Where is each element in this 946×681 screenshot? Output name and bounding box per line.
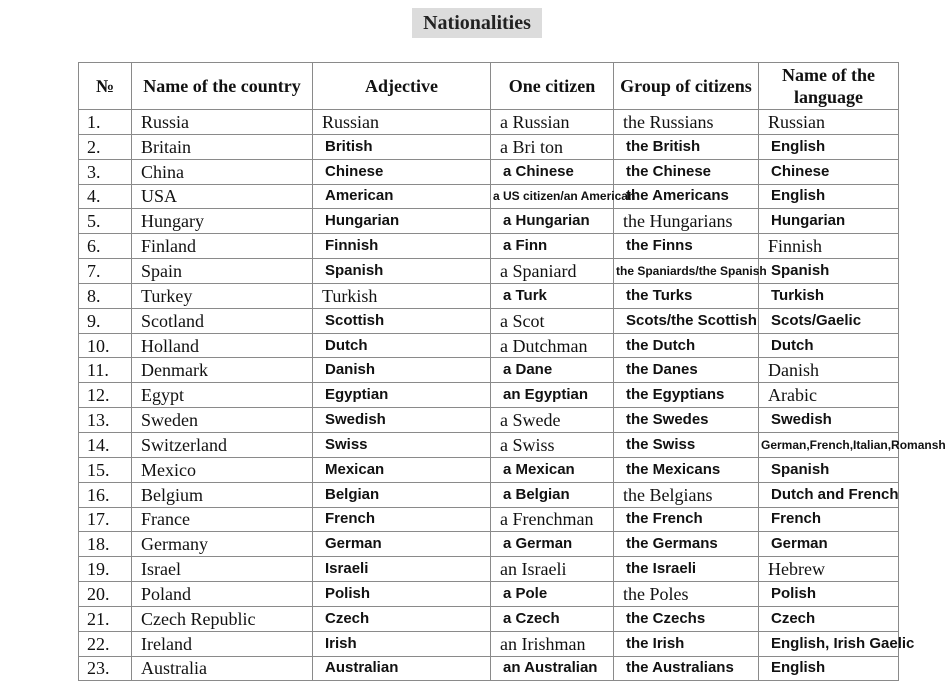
- table-row: [79, 482, 899, 507]
- language-cell: Hungarian: [759, 209, 899, 234]
- row-number: 21.: [79, 606, 132, 631]
- language-cell: Polish: [759, 582, 899, 607]
- country-cell: Sweden: [132, 408, 313, 433]
- group-cell: the Poles: [614, 582, 759, 607]
- row-number: 7.: [79, 259, 132, 284]
- adjective-cell: Turkish: [313, 283, 491, 308]
- table-row: [79, 209, 899, 234]
- group-cell: the British: [614, 134, 759, 159]
- header-number: №: [79, 63, 132, 110]
- row-number: 3.: [79, 159, 132, 184]
- language-cell: Spanish: [759, 259, 899, 284]
- country-cell: Spain: [132, 259, 313, 284]
- group-cell: the Dutch: [614, 333, 759, 358]
- group-cell: the Americans: [614, 184, 759, 209]
- language-cell: English, Irish Gaelic: [759, 631, 899, 656]
- adjective-cell: Mexican: [313, 457, 491, 482]
- table-row: [79, 582, 899, 607]
- header-country: Name of the country: [132, 63, 313, 110]
- language-cell: Hebrew: [759, 557, 899, 582]
- row-number: 11.: [79, 358, 132, 383]
- one-citizen-cell: a German: [491, 532, 614, 557]
- one-citizen-cell: a Finn: [491, 234, 614, 259]
- row-number: 4.: [79, 184, 132, 209]
- group-cell: the Russians: [614, 110, 759, 135]
- country-cell: Russia: [132, 110, 313, 135]
- table-row: [79, 283, 899, 308]
- language-cell: Danish: [759, 358, 899, 383]
- country-cell: Czech Republic: [132, 606, 313, 631]
- one-citizen-cell: a Turk: [491, 283, 614, 308]
- language-cell: Dutch and French: [759, 482, 899, 507]
- language-cell: English: [759, 184, 899, 209]
- adjective-cell: German: [313, 532, 491, 557]
- table-row: [79, 383, 899, 408]
- language-cell: French: [759, 507, 899, 532]
- table-row: [79, 134, 899, 159]
- group-cell: the Irish: [614, 631, 759, 656]
- one-citizen-cell: a Swiss: [491, 432, 614, 457]
- country-cell: Switzerland: [132, 432, 313, 457]
- row-number: 22.: [79, 631, 132, 656]
- group-cell: the Hungarians: [614, 209, 759, 234]
- adjective-cell: Spanish: [313, 259, 491, 284]
- language-cell: English: [759, 134, 899, 159]
- one-citizen-cell: a Bri ton: [491, 134, 614, 159]
- adjective-cell: Israeli: [313, 557, 491, 582]
- group-cell: the Swedes: [614, 408, 759, 433]
- group-cell: the Australians: [614, 656, 759, 681]
- one-citizen-cell: a Pole: [491, 582, 614, 607]
- row-number: 2.: [79, 134, 132, 159]
- one-citizen-cell: a Czech: [491, 606, 614, 631]
- adjective-cell: British: [313, 134, 491, 159]
- nationalities-table: [78, 62, 946, 681]
- language-cell: English: [759, 656, 899, 681]
- adjective-cell: Irish: [313, 631, 491, 656]
- country-cell: Australia: [132, 656, 313, 681]
- one-citizen-cell: a Hungarian: [491, 209, 614, 234]
- adjective-cell: Finnish: [313, 234, 491, 259]
- one-citizen-cell: a US citizen/an American: [491, 184, 614, 209]
- table-row: [79, 184, 899, 209]
- adjective-cell: Australian: [313, 656, 491, 681]
- country-cell: USA: [132, 184, 313, 209]
- table-row: [79, 259, 899, 284]
- table-row: [79, 532, 899, 557]
- one-citizen-cell: a Russian: [491, 110, 614, 135]
- adjective-cell: Swedish: [313, 408, 491, 433]
- country-cell: Germany: [132, 532, 313, 557]
- country-cell: Poland: [132, 582, 313, 607]
- page-title: Nationalities: [412, 8, 542, 38]
- language-cell: Finnish: [759, 234, 899, 259]
- row-number: 13.: [79, 408, 132, 433]
- one-citizen-cell: an Australian: [491, 656, 614, 681]
- country-cell: Mexico: [132, 457, 313, 482]
- one-citizen-cell: a Dane: [491, 358, 614, 383]
- adjective-cell: Polish: [313, 582, 491, 607]
- row-number: 10.: [79, 333, 132, 358]
- table-row: [79, 507, 899, 532]
- one-citizen-cell: a Chinese: [491, 159, 614, 184]
- group-cell: Scots/the Scottish: [614, 308, 759, 333]
- group-cell: the Germans: [614, 532, 759, 557]
- group-cell: the Mexicans: [614, 457, 759, 482]
- table-row: [79, 358, 899, 383]
- row-number: 12.: [79, 383, 132, 408]
- table-row: [79, 631, 899, 656]
- group-cell: the Belgians: [614, 482, 759, 507]
- country-cell: Hungary: [132, 209, 313, 234]
- table-row: [79, 606, 899, 631]
- adjective-cell: Danish: [313, 358, 491, 383]
- group-cell: the Turks: [614, 283, 759, 308]
- language-cell: Swedish: [759, 408, 899, 433]
- adjective-cell: Russian: [313, 110, 491, 135]
- row-number: 14.: [79, 432, 132, 457]
- adjective-cell: Hungarian: [313, 209, 491, 234]
- one-citizen-cell: a Scot: [491, 308, 614, 333]
- table-row: [79, 432, 899, 457]
- group-cell: the Spaniards/the Spanish: [614, 259, 759, 284]
- one-citizen-cell: an Egyptian: [491, 383, 614, 408]
- country-cell: France: [132, 507, 313, 532]
- header-adjective: Adjective: [313, 63, 491, 110]
- table-header-row: [79, 63, 899, 110]
- group-cell: the French: [614, 507, 759, 532]
- country-cell: Ireland: [132, 631, 313, 656]
- row-number: 18.: [79, 532, 132, 557]
- row-number: 16.: [79, 482, 132, 507]
- row-number: 5.: [79, 209, 132, 234]
- adjective-cell: American: [313, 184, 491, 209]
- country-cell: Egypt: [132, 383, 313, 408]
- country-cell: Scotland: [132, 308, 313, 333]
- row-number: 23.: [79, 656, 132, 681]
- header-one-citizen: One citizen: [491, 63, 614, 110]
- row-number: 9.: [79, 308, 132, 333]
- adjective-cell: Egyptian: [313, 383, 491, 408]
- table-row: [79, 557, 899, 582]
- table-row: [79, 457, 899, 482]
- row-number: 8.: [79, 283, 132, 308]
- row-number: 20.: [79, 582, 132, 607]
- language-cell: Dutch: [759, 333, 899, 358]
- country-cell: Belgium: [132, 482, 313, 507]
- language-cell: Spanish: [759, 457, 899, 482]
- row-number: 6.: [79, 234, 132, 259]
- language-cell: German: [759, 532, 899, 557]
- country-cell: Turkey: [132, 283, 313, 308]
- header-group: Group of citizens: [614, 63, 759, 110]
- language-cell: Chinese: [759, 159, 899, 184]
- row-number: 1.: [79, 110, 132, 135]
- group-cell: the Swiss: [614, 432, 759, 457]
- one-citizen-cell: a Mexican: [491, 457, 614, 482]
- table-row: [79, 159, 899, 184]
- country-cell: Israel: [132, 557, 313, 582]
- one-citizen-cell: a Frenchman: [491, 507, 614, 532]
- language-cell: Scots/Gaelic: [759, 308, 899, 333]
- group-cell: the Czechs: [614, 606, 759, 631]
- group-cell: the Israeli: [614, 557, 759, 582]
- one-citizen-cell: an Irishman: [491, 631, 614, 656]
- language-cell: Turkish: [759, 283, 899, 308]
- group-cell: the Danes: [614, 358, 759, 383]
- one-citizen-cell: a Belgian: [491, 482, 614, 507]
- country-cell: Finland: [132, 234, 313, 259]
- country-cell: Holland: [132, 333, 313, 358]
- adjective-cell: French: [313, 507, 491, 532]
- row-number: 15.: [79, 457, 132, 482]
- table-row: [79, 234, 899, 259]
- header-language: Name of the language: [759, 63, 899, 110]
- row-number: 19.: [79, 557, 132, 582]
- country-cell: Britain: [132, 134, 313, 159]
- table-row: [79, 110, 899, 135]
- row-number: 17.: [79, 507, 132, 532]
- country-cell: Denmark: [132, 358, 313, 383]
- group-cell: the Egyptians: [614, 383, 759, 408]
- language-cell: Russian: [759, 110, 899, 135]
- one-citizen-cell: a Swede: [491, 408, 614, 433]
- country-cell: China: [132, 159, 313, 184]
- group-cell: the Finns: [614, 234, 759, 259]
- one-citizen-cell: a Dutchman: [491, 333, 614, 358]
- adjective-cell: Belgian: [313, 482, 491, 507]
- one-citizen-cell: an Israeli: [491, 557, 614, 582]
- table-row: [79, 333, 899, 358]
- group-cell: the Chinese: [614, 159, 759, 184]
- table-row: [79, 408, 899, 433]
- language-cell: Czech: [759, 606, 899, 631]
- one-citizen-cell: a Spaniard: [491, 259, 614, 284]
- adjective-cell: Dutch: [313, 333, 491, 358]
- table-row: [79, 308, 899, 333]
- adjective-cell: Swiss: [313, 432, 491, 457]
- adjective-cell: Chinese: [313, 159, 491, 184]
- language-cell: Arabic: [759, 383, 899, 408]
- language-cell: German,French,Italian,Romansh: [759, 432, 899, 457]
- adjective-cell: Czech: [313, 606, 491, 631]
- adjective-cell: Scottish: [313, 308, 491, 333]
- table-row: [79, 656, 899, 681]
